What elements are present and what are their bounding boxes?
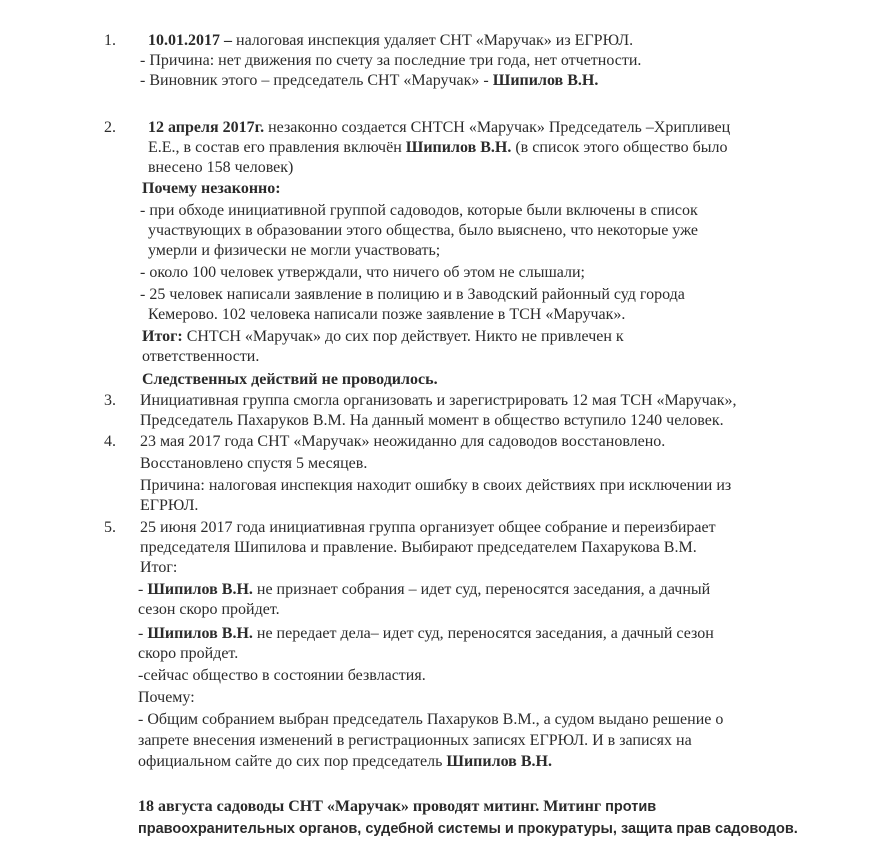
item-line: 25 июня 2017 года инициативная группа организует общее собрание и переизбирает	[140, 519, 716, 536]
item-number: 4.	[104, 433, 116, 450]
item-line: внесено 158 человек)	[148, 159, 294, 176]
bullet: участвующих в образовании этого общества, было выяснено, что некоторые уже	[148, 222, 699, 239]
result-entry: сезон скоро пройдет.	[138, 601, 280, 618]
bullet: - около 100 человек утверждали, что ничего об этом не слышали;	[140, 264, 585, 281]
item-line: Е.Е., в состав его правления включён Шипилов В.Н. (в список этого общество было	[148, 139, 728, 156]
item-line: Причина: налоговая инспекция находит ошибку в своих действиях при исключении из	[140, 477, 732, 494]
item-result: ответственности.	[142, 348, 260, 365]
bullet: - 25 человек написали заявление в полицию и в Заводский районный суд города	[140, 286, 685, 303]
why-entry: - Общим собранием выбран председатель Пахаруков В.М., а судом выдано решение о	[138, 711, 724, 728]
item-heading: 10.01.2017 – налоговая инспекция удаляет СНТ «Маручак» из ЕГРЮЛ.	[148, 32, 634, 49]
result-entry: -сейчас общество в состоянии безвластия.	[138, 667, 426, 684]
item-result: Итог: СНТСН «Маручак» до сих пор действует. Никто не привлечен к	[142, 328, 624, 345]
item-line: Председатель Пахаруков В.М. На данный момент в общество вступило 1240 человек.	[140, 412, 724, 429]
item-number: 5.	[104, 519, 116, 536]
item-number: 2.	[104, 119, 116, 136]
why-label: Почему незаконно:	[142, 180, 281, 197]
result-entry: - Шипилов В.Н. не передает дела– идет суд, переносятся заседания, а дачный сезон	[138, 625, 714, 642]
result-entry: - Шипилов В.Н. не признает собрания – идет суд, переносятся заседания, а дачный	[138, 581, 711, 598]
item-culprit: - Виновник этого – председатель СНТ «Маручак» - Шипилов В.Н.	[140, 72, 599, 89]
why-label: Почему:	[138, 689, 195, 706]
announcement-line: правоохранительных органов, судебной системы и прокуратуры, защита прав садоводов.	[138, 821, 798, 837]
why-entry: запрете внесения изменений в регистрационных записях ЕГРЮЛ. И в записях на	[138, 732, 692, 749]
item-reason: - Причина: нет движения по счету за последние три года, нет отчетности.	[140, 52, 642, 69]
result-label: Итог:	[140, 559, 178, 576]
announcement-line: 18 августа садоводы СНТ «Маручак» проводят митинг. Митинг против	[138, 798, 657, 815]
result-entry: скоро пройдет.	[138, 645, 239, 662]
item-number: 3.	[104, 392, 116, 409]
item-line: ЕГРЮЛ.	[140, 497, 199, 514]
why-entry: официальном сайте до сих пор председатель Шипилов В.Н.	[138, 753, 552, 770]
item-line: председателя Шипилова и правление. Выбирают председателем Пахарукова В.М.	[140, 539, 697, 556]
bullet: умерли и физически не могли участвовать;	[148, 242, 441, 259]
item-line: Инициативная группа смогла организовать и зарегистрировать 12 мая ТСН «Маручак»,	[140, 392, 737, 409]
bullet: Кемерово. 102 человека написали позже заявление в ТСН «Маручак».	[148, 306, 626, 323]
bullet: - при обходе инициативной группой садоводов, которые были включены в список	[140, 202, 698, 219]
item-number: 1.	[104, 32, 116, 49]
item-line: 23 мая 2017 года СНТ «Маручак» неожиданно для садоводов восстановлено.	[140, 433, 666, 450]
no-investigation: Следственных действий не проводилось.	[142, 371, 438, 388]
item-line: Восстановлено спустя 5 месяцев.	[140, 455, 368, 472]
item-heading: 12 апреля 2017г. незаконно создается СНТСН «Маручак» Председатель –Хрипливец	[148, 119, 731, 136]
